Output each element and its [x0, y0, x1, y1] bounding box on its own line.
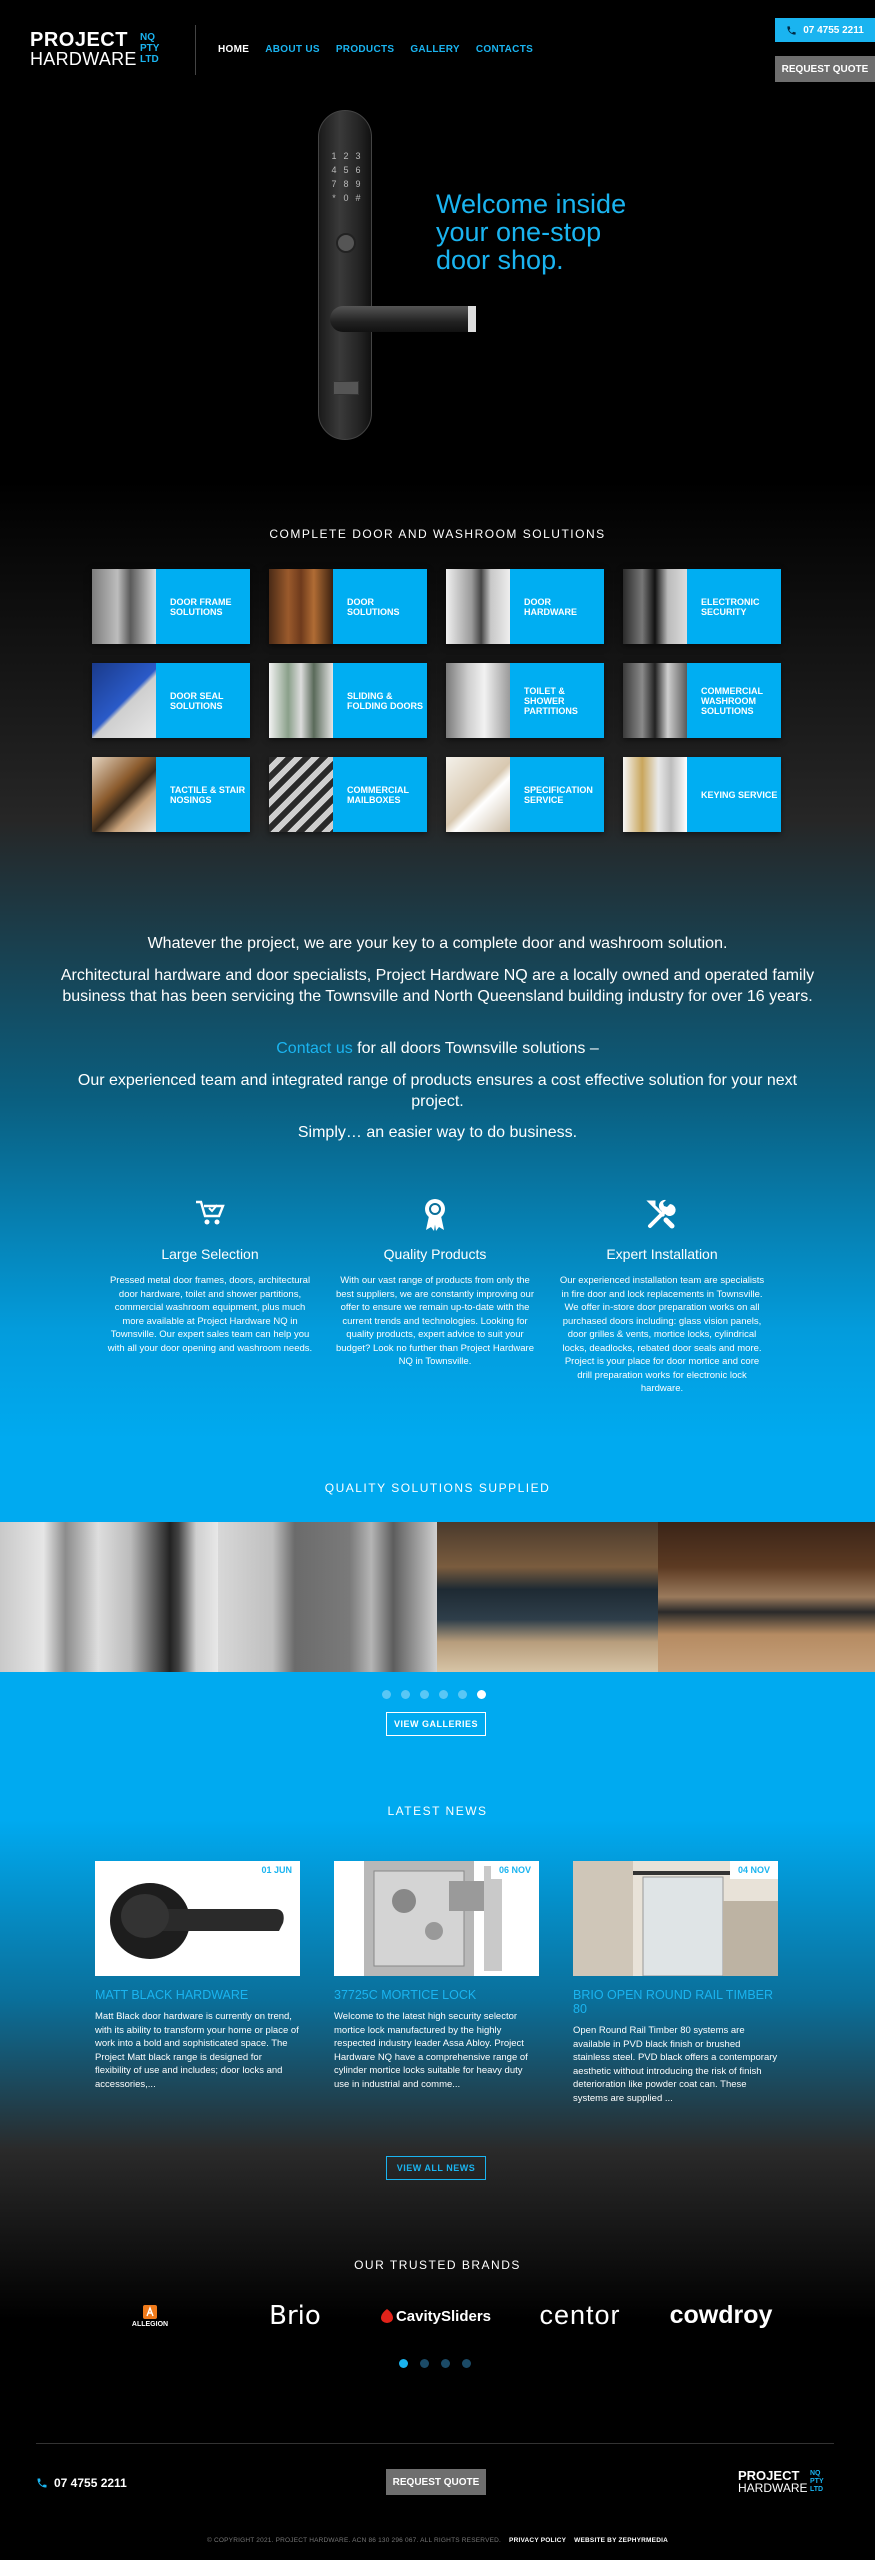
solution-image	[446, 569, 510, 644]
lock-cylinder	[336, 233, 356, 253]
website-credit-link[interactable]: WEBSITE BY ZEPHYRMEDIA	[574, 2537, 669, 2544]
privacy-policy-link[interactable]: PRIVACY POLICY	[509, 2537, 567, 2544]
allegion-icon	[143, 2305, 157, 2319]
solution-image	[92, 569, 156, 644]
news-title[interactable]: 37725C MORTICE LOCK	[334, 1988, 477, 2002]
solution-tile[interactable]	[92, 569, 250, 644]
solution-tile[interactable]	[623, 757, 781, 832]
brand-cowdroy[interactable]: cowdroy	[669, 2300, 773, 2329]
footer-phone[interactable]: 07 4755 2211	[36, 2476, 127, 2490]
footer-divider	[36, 2443, 834, 2444]
solution-tile[interactable]	[446, 663, 604, 738]
brands-dot[interactable]	[441, 2359, 450, 2368]
intro-team: Our experienced team and integrated range of products ensures a cost effective solution for your next project.	[77, 1072, 798, 1110]
nav-contacts[interactable]: CONTACTS	[475, 44, 534, 55]
lock-keypad: 1 2 3 4 5 6 7 8 9 * 0 #	[331, 151, 361, 203]
solution-image	[269, 663, 333, 738]
copyright-bar	[0, 2537, 875, 2544]
lock-handle-tip	[468, 306, 476, 332]
solution-tile[interactable]	[623, 569, 781, 644]
news-date: 01 JUN	[253, 1861, 300, 1879]
contact-us-link[interactable]: Contact us	[276, 1040, 353, 1057]
brand-brio[interactable]: Brio	[269, 2301, 321, 2331]
gallery-carousel[interactable]	[0, 1522, 875, 1672]
solution-image	[269, 569, 333, 644]
gallery-heading: QUALITY SOLUTIONS SUPPLIED	[324, 1481, 551, 1495]
solutions-heading: COMPLETE DOOR AND WASHROOM SOLUTIONS	[269, 527, 606, 541]
feature-title: Quality Products	[383, 1246, 487, 1262]
news-card[interactable]	[334, 1861, 539, 2091]
phone-icon	[36, 2477, 48, 2489]
solution-tile[interactable]	[269, 569, 427, 644]
news-excerpt: Welcome to the latest high security selector mortice lock manufactured by the highly respected industry leader Assa Abloy. Project Hardware NQ have a comprehensive range of cylinder mortice locks suitable for heavy duty use in industrial and comme...	[334, 2011, 528, 2090]
hero-lock-image	[318, 110, 372, 440]
intro-lead: Whatever the project, we are your key to a complete door and washroom solution.	[147, 935, 728, 952]
news-card[interactable]	[573, 1861, 778, 2105]
lock-plate	[333, 381, 359, 395]
solution-image	[623, 663, 687, 738]
solution-tile[interactable]	[446, 757, 604, 832]
solution-label: TACTILE & STAIR NOSINGS	[170, 784, 246, 805]
feature-text: With our vast range of products from only the best suppliers, we are constantly improving our offer to ensure we remain up-to-date with the current trends and technologies. Looking for quality products, expert advice to suit your budget? Look no further than Project Hardware NQ in Townsville.	[335, 1275, 535, 1367]
solution-image	[269, 757, 333, 832]
feature-title: Expert Installation	[606, 1246, 718, 1262]
solution-image	[92, 663, 156, 738]
solution-label: DOOR SEAL SOLUTIONS	[170, 690, 224, 711]
gallery-dot[interactable]	[420, 1690, 429, 1699]
nav-home[interactable]: HOME	[218, 44, 250, 55]
solution-label: COMMERCIAL MAILBOXES	[347, 784, 409, 805]
intro-about: Architectural hardware and door specialists, Project Hardware NQ are a locally owned and operated family business that has been servicing the Townsville and North Queensland building industry for over 16 years.	[60, 967, 815, 1005]
footer-logo[interactable]: PROJECT HARDWARE NQ PTY LTD	[738, 2468, 824, 2495]
phone-number: 07 4755 2211	[803, 24, 864, 36]
brands-dots	[399, 2359, 471, 2368]
brand-allegion[interactable]: ALLEGION	[120, 2296, 180, 2336]
phone-button[interactable]	[775, 18, 875, 42]
gallery-dot[interactable]	[401, 1690, 410, 1699]
copyright-text: © COPYRIGHT 2021. PROJECT HARDWARE. ACN 86 130 296 067. ALL RIGHTS RESERVED.	[206, 2537, 502, 2544]
solution-label: COMMERCIAL WASHROOM SOLUTIONS	[701, 685, 763, 716]
solution-label: DOOR HARDWARE	[524, 596, 577, 617]
intro-tagline: Simply… an easier way to do business.	[297, 1124, 578, 1141]
view-all-news-button[interactable]: VIEW ALL NEWS	[386, 2156, 486, 2180]
gallery-dots	[382, 1690, 486, 1699]
solution-image	[623, 569, 687, 644]
solution-tile[interactable]	[92, 757, 250, 832]
news-date: 04 NOV	[730, 1861, 778, 1879]
solution-label: KEYING SERVICE	[701, 789, 778, 800]
logo-nq: NQ PTY LTD	[140, 32, 160, 65]
news-image-brio-rail	[573, 1861, 778, 1976]
brand-cavity-sliders[interactable]: CavitySliders	[376, 2302, 496, 2330]
solution-tile[interactable]	[446, 569, 604, 644]
contact-line-rest: for all doors Townsville solutions –	[352, 1040, 599, 1057]
gallery-image-mailboxes	[437, 1522, 658, 1672]
news-card[interactable]	[95, 1861, 300, 2091]
news-heading: LATEST NEWS	[387, 1804, 488, 1818]
news-image-mortice-lock	[334, 1861, 539, 1976]
phone-icon	[786, 25, 797, 36]
gallery-dot[interactable]	[382, 1690, 391, 1699]
solution-image	[623, 757, 687, 832]
news-excerpt: Matt Black door hardware is currently on trend, with its ability to transform your home or place of work into a bold and sophisticated space. The Project Matt black range is designed for flexibility of use and includes; door locks and accessories,...	[95, 2011, 299, 2090]
solution-label: ELECTRONIC SECURITY	[701, 596, 760, 617]
gallery-dot[interactable]	[458, 1690, 467, 1699]
cart-icon	[194, 1198, 226, 1228]
solution-label: SPECIFICATION SERVICE	[524, 784, 593, 805]
gallery-image-stairs	[658, 1522, 875, 1672]
feature-title: Large Selection	[161, 1246, 259, 1262]
solution-image	[92, 757, 156, 832]
solution-label: DOOR SOLUTIONS	[347, 596, 400, 617]
solution-label: DOOR FRAME SOLUTIONS	[170, 596, 232, 617]
solution-tile[interactable]	[269, 757, 427, 832]
lock-handle	[330, 306, 476, 332]
gallery-image-washroom	[218, 1522, 437, 1672]
news-title[interactable]: BRIO OPEN ROUND RAIL TIMBER 80	[573, 1988, 774, 2016]
view-galleries-button[interactable]: VIEW GALLERIES	[386, 1712, 486, 1736]
feature-large-selection	[105, 1198, 315, 1355]
feature-text: Our experienced installation team are specialists in fire door and lock replacements in Townsville. We offer in-store door preparation works on all purchased doors including: glass vision panels, door grilles & vents, mortice locks, cylindrical locks, deadlocks, rebated door seals and more. Project is your place for door mortice and core drill preparation works for electronic lock hardware.	[559, 1275, 765, 1394]
news-excerpt: Open Round Rail Timber 80 systems are available in PVD black finish or brushed stainless steel. PVD black offers a contemporary aesthetic without introducing the risk of finish deterioration like powder coat can. These systems are supplied ...	[573, 2025, 778, 2104]
solution-image	[446, 663, 510, 738]
gallery-dot[interactable]	[439, 1690, 448, 1699]
solution-label: SLIDING & FOLDING DOORS	[347, 690, 423, 711]
brands-dot[interactable]	[462, 2359, 471, 2368]
news-title[interactable]: MATT BLACK HARDWARE	[95, 1988, 249, 2002]
request-quote-button[interactable]: REQUEST QUOTE	[775, 56, 875, 82]
footer-request-quote-button[interactable]: REQUEST QUOTE	[386, 2469, 486, 2495]
logo-line-2: HARDWARE	[30, 49, 137, 69]
main-nav	[218, 44, 533, 55]
solution-tile[interactable]	[623, 663, 781, 738]
tools-icon	[646, 1198, 678, 1230]
solution-label: TOILET & SHOWER PARTITIONS	[524, 685, 578, 716]
brands-heading: OUR TRUSTED BRANDS	[354, 2258, 521, 2272]
logo[interactable]	[30, 30, 170, 72]
feature-expert-installation	[557, 1198, 767, 1396]
award-icon	[423, 1198, 447, 1232]
brand-centor[interactable]: centor	[539, 2299, 621, 2330]
solution-image	[446, 757, 510, 832]
gallery-image-locks	[0, 1522, 218, 1672]
nav-products[interactable]: PRODUCTS	[335, 44, 395, 55]
cavitysliders-icon	[381, 2309, 393, 2323]
brands-dot[interactable]	[420, 2359, 429, 2368]
news-image-matt-black	[95, 1861, 300, 1976]
header-divider	[195, 25, 196, 75]
feature-text: Pressed metal door frames, doors, architectural door hardware, toilet and shower partitions, commercial washroom equipment, plus much more available at Project Hardware NQ in Townsville. Our expert sales team can help you with all your door opening and washroom needs.	[107, 1275, 313, 1354]
solution-tile[interactable]	[269, 663, 427, 738]
feature-quality-products	[330, 1198, 540, 1369]
brands-dot-active[interactable]	[399, 2359, 408, 2368]
gallery-dot-active[interactable]	[477, 1690, 486, 1699]
news-date: 06 NOV	[491, 1861, 539, 1879]
nav-gallery[interactable]: GALLERY	[410, 44, 460, 55]
solution-tile[interactable]	[92, 663, 250, 738]
intro-contact-line	[60, 1038, 815, 1059]
logo-line-1: PROJECT	[30, 29, 128, 51]
hero-heading: Welcome inside your one-stop door shop.	[436, 189, 627, 275]
nav-about-us[interactable]: ABOUT US	[265, 44, 320, 55]
